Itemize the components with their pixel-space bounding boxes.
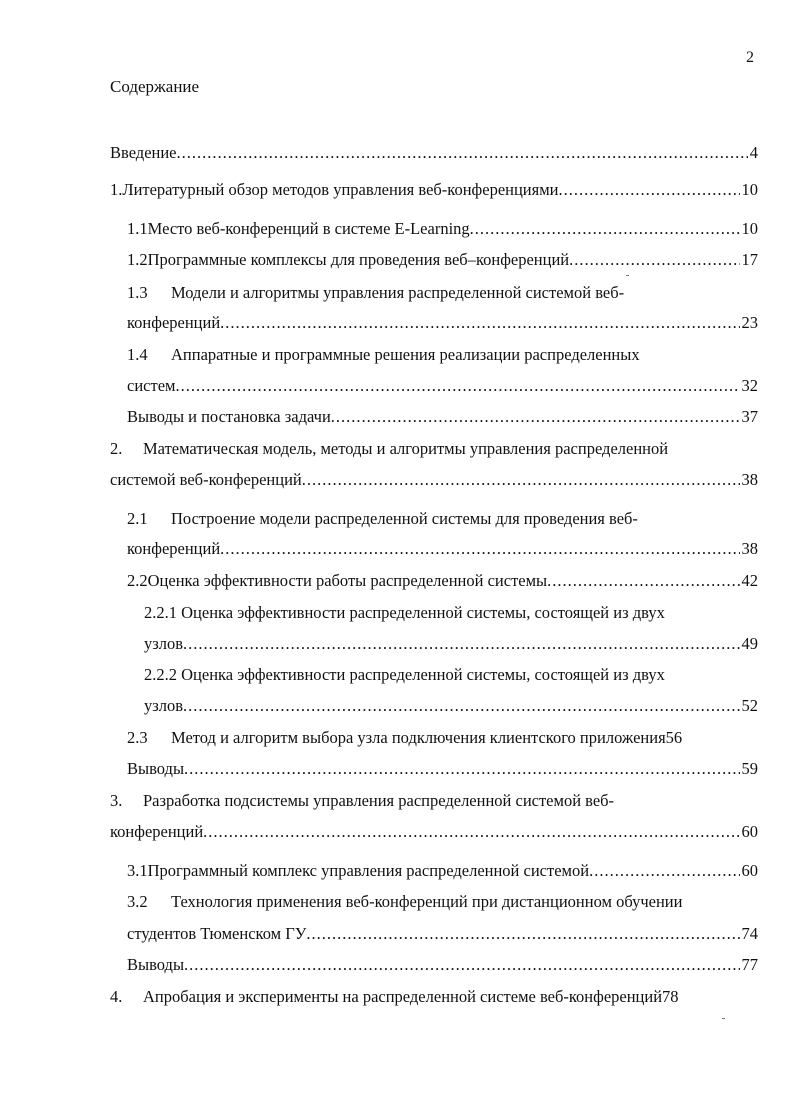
toc-entry-number: 4. [110,987,123,1006]
toc-entry-2-conclusions[interactable] [127,759,758,779]
toc-entry-text: Оценка эффективности работы распределенной системы [147,571,548,590]
leader-dots [184,955,739,975]
toc-entry-1-conclusions[interactable] [127,407,758,427]
toc-page-number: 10 [741,219,758,238]
toc-page-number: 77 [741,955,758,974]
toc-page-number: 60 [741,822,758,841]
leader-dots [177,143,748,163]
scan-speck [626,275,629,276]
leader-dots [184,759,739,779]
toc-entry-text: узлов [144,696,184,715]
toc-entry-text: студентов Тюменском ГУ [127,924,307,943]
toc-entry-1-3-line1[interactable] [127,283,624,303]
toc-page-number: 17 [741,250,758,269]
toc-entry-1-2[interactable] [127,250,758,270]
toc-entry-text: Модели и алгоритмы управления распределенной системой веб- [171,283,625,302]
toc-entry-3-2-line2[interactable] [127,924,758,944]
leader-dots [559,180,740,200]
toc-entry-chapter-1[interactable] [110,180,758,200]
toc-page-number: 74 [741,924,758,943]
toc-page-number: 78 [662,987,679,1006]
toc-entry-text: Технология применения веб-конференций при дистанционном обучении [171,892,683,911]
toc-page-number: 60 [741,861,758,880]
toc-entry-number: 1. [110,180,123,199]
toc-entry-text: Выводы [127,955,185,974]
toc-entry-intro[interactable] [110,143,758,163]
toc-entry-chapter-3-line2[interactable] [110,822,758,842]
toc-entry-number: 2.2 [127,571,148,590]
toc-entry-number: 1.1 [127,219,148,238]
leader-dots [203,822,739,842]
toc-entry-2-1-line2[interactable] [127,539,758,559]
toc-entry-number: 3.2 [127,892,148,911]
toc-entry-number: 3.1 [127,861,148,880]
toc-entry-number: 2.3 [127,728,148,747]
toc-entry-text: Разработка подсистемы управления распределенной системой веб- [143,791,615,810]
toc-entry-1-4-line2[interactable] [127,376,758,396]
toc-entry-text: системой веб-конференций [110,470,302,489]
toc-page-number: 38 [741,539,758,558]
toc-page-number: 37 [741,407,758,426]
toc-entry-text: систем [127,376,176,395]
leader-dots [302,470,740,490]
leader-dots [183,634,739,654]
scan-speck [722,1018,725,1019]
toc-page-number: 56 [665,728,683,747]
leader-dots [175,376,739,396]
toc-entry-text: конференций [127,313,221,332]
toc-entry-number: 2.1 [127,509,148,528]
toc-entry-chapter-3-line1[interactable] [110,791,614,811]
toc-entry-1-3-line2[interactable] [127,313,758,333]
toc-entry-text: Построение модели распределенной системы для проведения веб- [171,509,638,528]
toc-entry-text: Выводы и постановка задачи [127,407,331,426]
toc-entry-1-1[interactable] [127,219,758,239]
toc-entry-2-1-line1[interactable] [127,509,638,529]
toc-entry-number: 1.3 [127,283,148,302]
toc-entry-number: 2. [110,439,123,458]
leader-dots [569,250,739,270]
toc-entry-2-2-1-line2[interactable] [144,634,758,654]
toc-page-number: 49 [741,634,758,653]
toc-page-number: 4 [749,143,758,162]
toc-page-number: 10 [741,180,758,199]
leader-dots [306,924,739,944]
toc-entry-3-2-line1[interactable] [127,892,682,912]
toc-entry-2-2-2-line1[interactable] [144,665,665,685]
leader-dots [331,407,740,427]
toc-entry-text: Программный комплекс управления распределенной системой [147,861,590,880]
page-number: 2 [746,49,754,66]
toc-entry-number: 1.4 [127,345,148,364]
leader-dots [183,696,739,716]
leader-dots [220,539,739,559]
toc-page-number: 23 [741,313,758,332]
toc-entry-text: Апробация и эксперименты на распределенной системе веб-конференций [143,987,663,1006]
toc-entry-text: конференций [110,822,204,841]
toc-entry-text: Выводы [127,759,185,778]
toc-entry-text: Введение [110,143,177,162]
toc-entry-2-2-2-line2[interactable] [144,696,758,716]
toc-entry-text: Литературный обзор методов управления веб-конференциями [122,180,559,199]
toc-page-number: 32 [741,376,758,395]
toc-entry-3-1[interactable] [127,861,758,881]
toc-entry-2-2[interactable] [127,571,758,591]
toc-entry-chapter-2-line2[interactable] [110,470,758,490]
leader-dots [589,861,739,881]
toc-entry-text: Метод и алгоритм выбора узла подключения клиентского приложения [171,728,666,747]
toc-entry-chapter-2-line1[interactable] [110,439,668,459]
toc-entry-number: 3. [110,791,123,810]
toc-page-number: 52 [741,696,758,715]
toc-entry-text: Математическая модель, методы и алгоритмы управления распределенной [143,439,669,458]
toc-page-number: 42 [741,571,758,590]
toc-entry-2-2-1-line1[interactable] [144,603,665,623]
toc-entry-text: Место веб-конференций в системе E-Learning [147,219,470,238]
toc-entry-text: 2.2.2 Оценка эффективности распределенной системы, состоящей из двух [144,665,665,684]
toc-entry-3-conclusions[interactable] [127,955,758,975]
toc-entry-1-4-line1[interactable] [127,345,640,365]
toc-page-number: 38 [741,470,758,489]
toc-entry-text: 2.2.1 Оценка эффективности распределенной системы, состоящей из двух [144,603,665,622]
toc-page-number: 59 [741,759,758,778]
leader-dots [220,313,739,333]
leader-dots [547,571,739,591]
toc-entry-text: конференций [127,539,221,558]
toc-entry-number: 1.2 [127,250,148,269]
page-title: Содержание [110,77,200,96]
toc-entry-text: Программные комплексы для проведения веб–конференций [147,250,570,269]
leader-dots [470,219,740,239]
toc-entry-text: Аппаратные и программные решения реализации распределенных [171,345,640,364]
toc-entry-2-3[interactable] [127,728,758,748]
toc-entry-chapter-4[interactable] [110,987,758,1007]
toc-entry-text: узлов [144,634,184,653]
